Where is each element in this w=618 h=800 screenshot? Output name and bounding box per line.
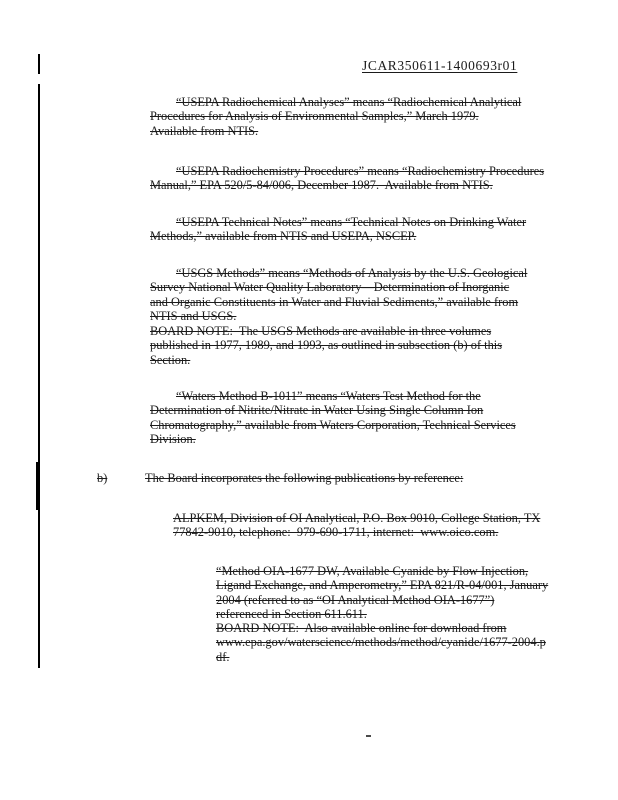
revision-bar <box>38 510 40 668</box>
paragraph-def-waters-method-b-1011 <box>150 389 516 447</box>
text-line: Procedures for Analysis of Environmental Samples,” March 1979. <box>150 109 479 124</box>
text-line: BOARD NOTE: The USGS Methods are available in three volumes <box>150 324 492 338</box>
subsection-b-text: The Board incorporates the following publications by reference: <box>145 471 464 485</box>
text-line: Manual,” EPA 520/5-84/006, December 1987. Available from NTIS. <box>150 178 493 193</box>
text-line: “USGS Methods” means “Methods of Analysis by the U.S. Geological <box>176 266 528 280</box>
paragraph-board-note-oia-1677 <box>216 621 546 664</box>
text-line: df. <box>216 649 230 664</box>
text-line: “USEPA Technical Notes” means “Technical Notes on Drinking Water <box>176 215 527 229</box>
text-line: Ligand Exchange, and Amperometry,” EPA 821/R-04/001, January <box>216 578 549 593</box>
text-line: published in 1977, 1989, and 1993, as outlined in subsection (b) of this <box>150 338 503 353</box>
text-line: NTIS and USGS. <box>150 309 237 324</box>
text-line: Methods,” available from NTIS and USEPA, NSCEP. <box>150 229 417 244</box>
paragraph-def-usgs-methods <box>150 266 527 324</box>
text-line: “Waters Method B-1011” means “Waters Test Method for the <box>176 389 481 403</box>
text-line: “USEPA Radiochemical Analyses” means “Radiochemical Analytical <box>176 95 522 109</box>
text-line: and Organic Constituents in Water and Fluvial Sediments,” available from <box>150 294 519 309</box>
text-line: “USEPA Radiochemistry Procedures” means “Radiochemistry Procedures <box>176 164 545 178</box>
paragraph-pub-alpkem <box>173 511 540 540</box>
paragraph-pub-method-oia-1677-dw <box>216 564 548 622</box>
paragraph-def-usepa-technical-notes <box>150 215 526 244</box>
text-line: Survey National Water Quality Laboratory—Determination of Inorganic <box>150 280 510 295</box>
text-line: Section. <box>150 352 191 367</box>
text-line: ALPKEM, Division of OI Analytical, P.O. Box 9010, College Station, TX <box>173 511 541 525</box>
text-line: Available from NTIS. <box>150 123 259 138</box>
text-line: Determination of Nitrite/Nitrate in Water Using Single Column Ion <box>150 403 484 418</box>
text-line: BOARD NOTE: Also available online for download from <box>216 621 507 635</box>
subsection-b-label: b) <box>97 471 108 485</box>
docket-number: JCAR350611-1400693r01 <box>362 58 518 73</box>
text-line: 77842-9010, telephone: 979-690-1711, internet: www.oico.com. <box>173 525 499 540</box>
revision-bar-thick <box>36 462 40 510</box>
paragraph-board-note-usgs-methods <box>150 324 502 367</box>
text-line: www.epa.gov/waterscience/methods/method/cyanide/1677-2004.p <box>216 635 546 650</box>
subsection-b <box>97 471 463 485</box>
text-line: Chromatography,” available from Waters Corporation, Technical Services <box>150 417 516 432</box>
scan-artifact <box>366 735 371 737</box>
text-line: referenced in Section 611.611. <box>216 607 367 622</box>
paragraph-def-usepa-radiochemical-analyses <box>150 95 521 138</box>
revision-bar <box>38 54 40 74</box>
text-line: 2004 (referred to as “OI Analytical Method OIA-1677”) <box>216 592 495 607</box>
text-line: “Method OIA-1677 DW, Available Cyanide by Flow Injection, <box>216 564 529 578</box>
paragraph-def-usepa-radiochemistry-procedures <box>150 164 544 193</box>
text-line: Division. <box>150 432 196 447</box>
revision-bar <box>38 84 40 462</box>
